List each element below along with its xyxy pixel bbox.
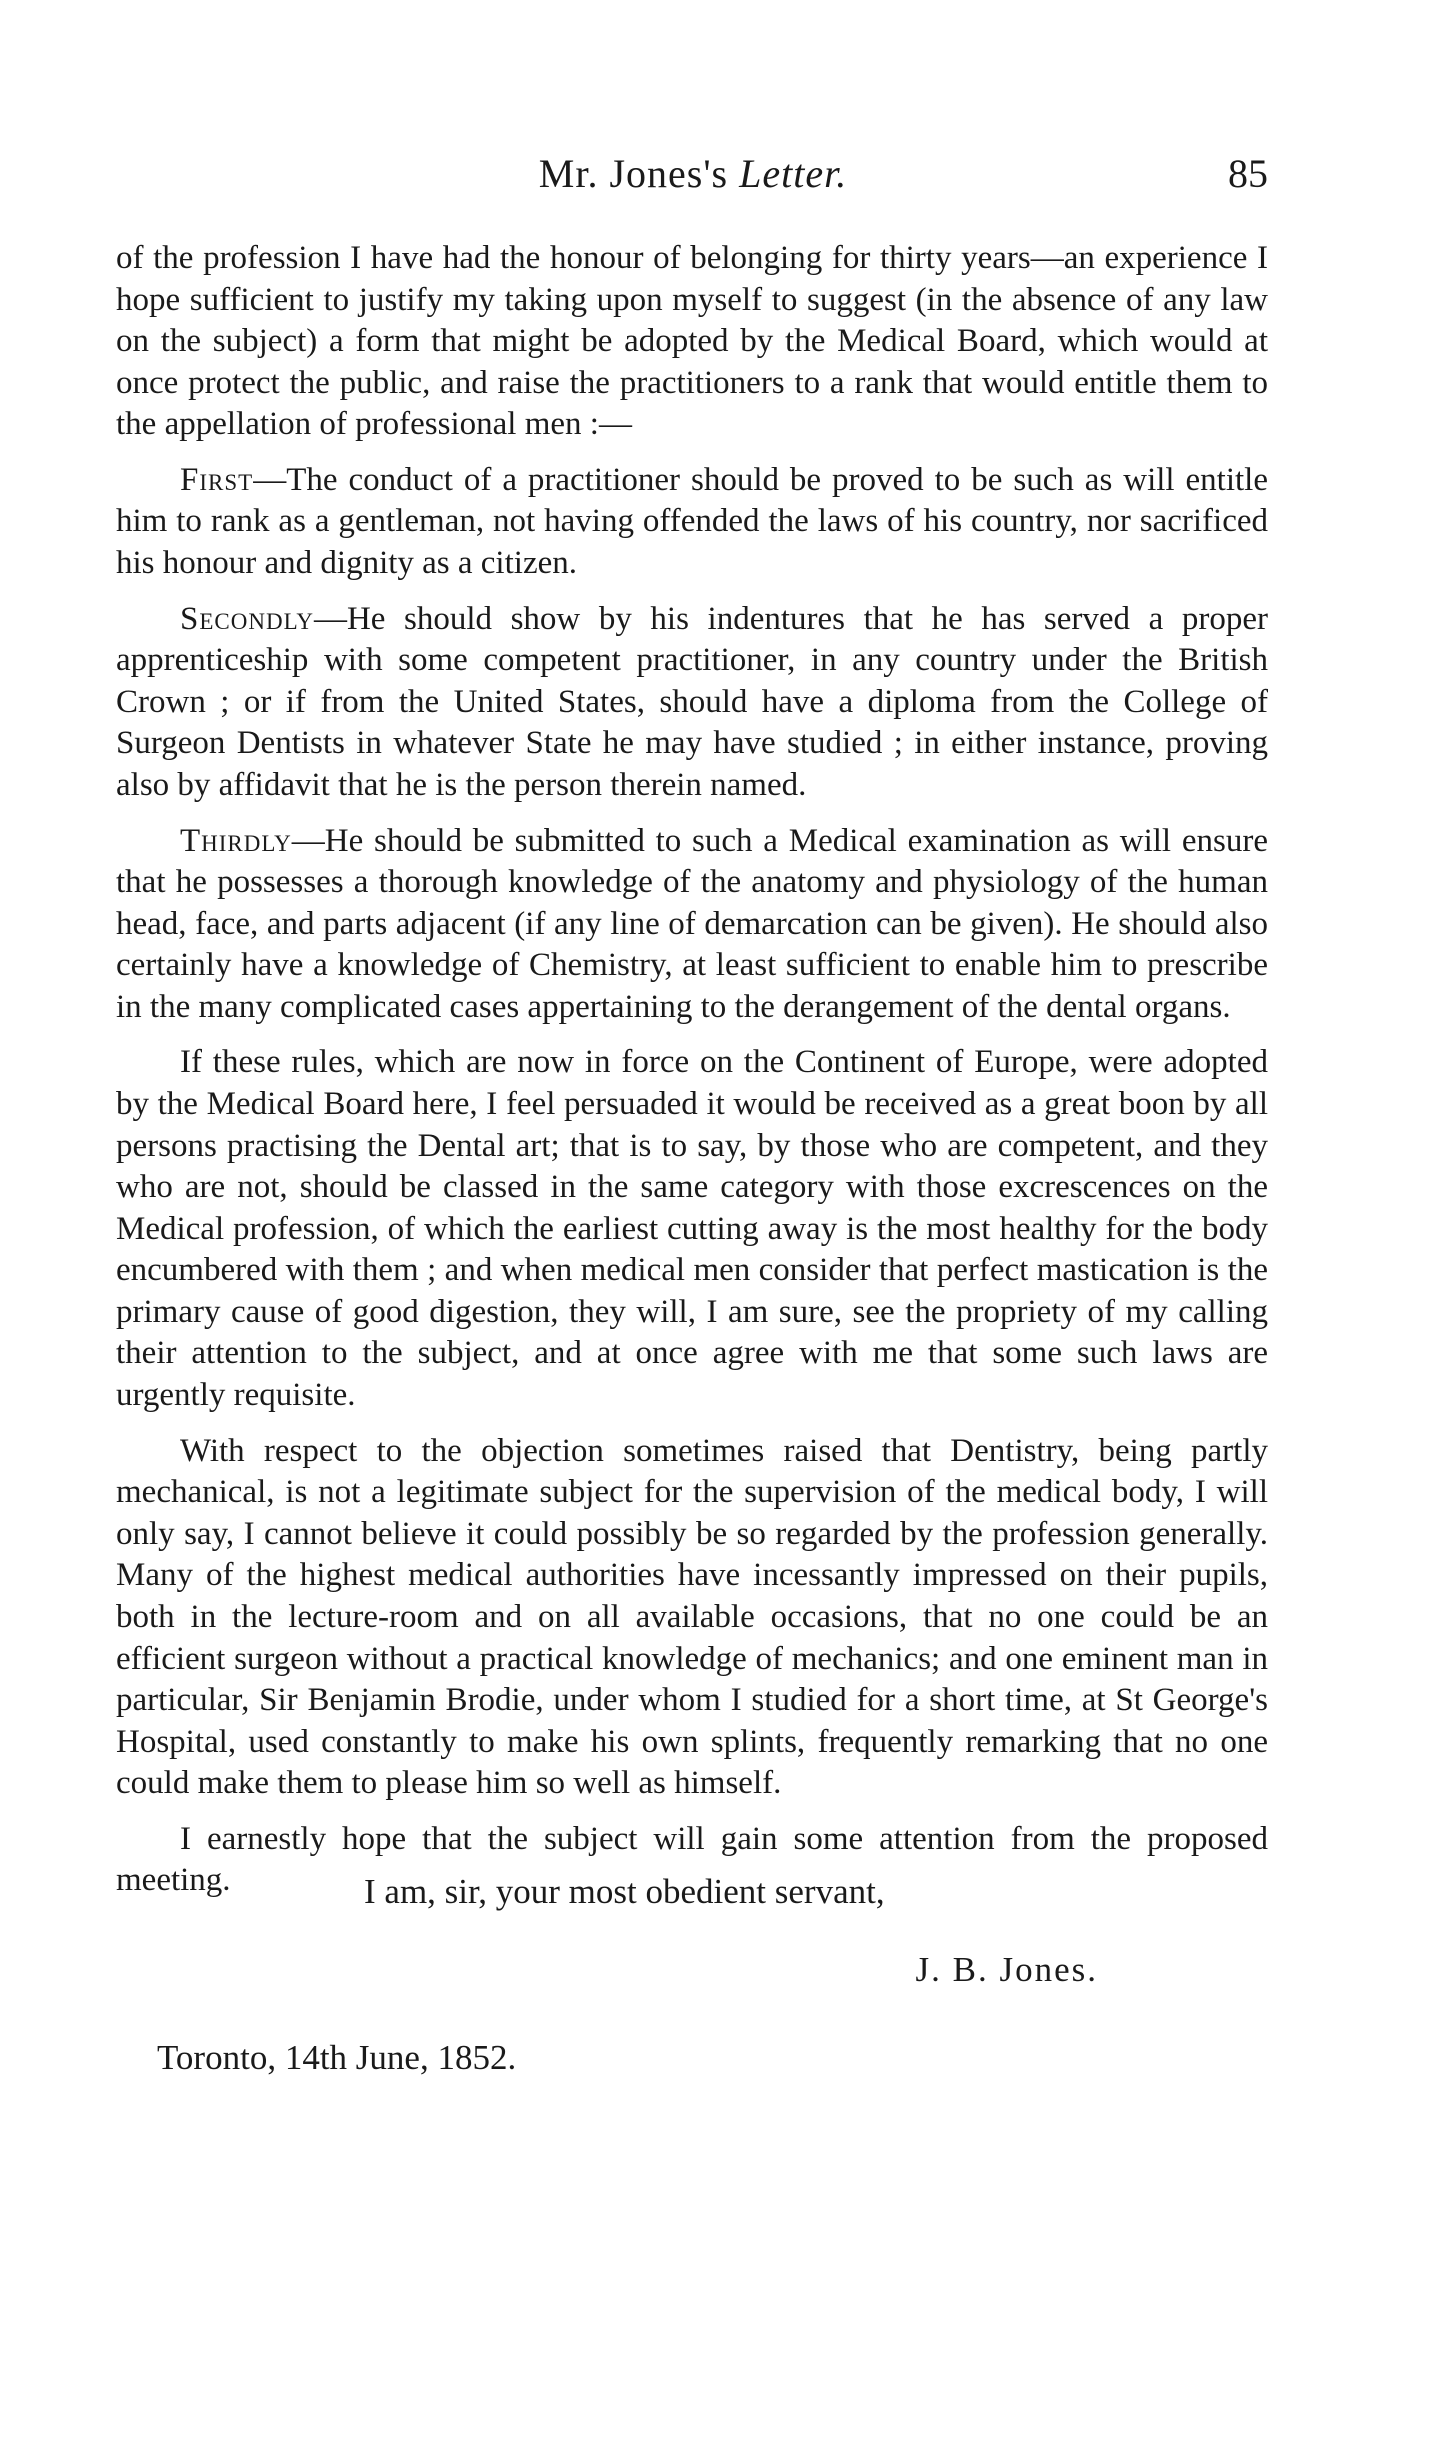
page-header <box>118 150 1268 210</box>
paragraph-first-text: —The conduct of a practitioner should be proved to be such as will entitle him to rank as a gentleman, not having offended the laws of his country, nor sacrificed his honour and dignity as a citizen. <box>116 461 1268 582</box>
paragraph-objection: With respect to the objection sometimes raised that Dentistry, being partly mechanical, is not a legitimate subject for the supervision of the medical body, I will only say, I cannot believe it could possibly be so regarded by the profession generally. Many of the highest medical authorities have incessantly impressed on their pupils, both in the lecture-room and on all available occasions, that no one could be an efficient surgeon without a practical knowledge of mechanics; and one eminent man in particular, Sir Benjamin Brodie, under whom I studied for a short time, at St George's Hospital, used constantly to make his own splints, frequently remarking that no one could make them to please him so well as himself. <box>116 1432 1268 1802</box>
paragraph-lead-thirdly: Thirdly <box>180 822 292 859</box>
dateline: Toronto, 14th June, 1852. <box>157 2038 517 2077</box>
running-head-prefix: Mr. Jones's <box>538 151 740 196</box>
page-number: 85 <box>1228 151 1268 196</box>
paragraph-thirdly <box>116 821 1268 1029</box>
paragraph-secondly <box>116 599 1268 807</box>
running-head-italic: Letter. <box>739 151 848 196</box>
paragraph-first <box>116 460 1268 585</box>
paragraph-lead-first: First <box>180 461 254 498</box>
paragraph-lead-secondly: Secondly <box>180 600 314 637</box>
letter-body <box>116 238 1268 1916</box>
paragraph-thirdly-text: —He should be submitted to such a Medical examination as will ensure that he possesses a thorough knowledge of the anatomy and physiology of the human head, face, and parts adjacent (if any line of demarcation can be given). He should also certainly have a knowledge of Chemistry, at least sufficient to enable him to prescribe in the many complicated cases appertaining to the derangement of the dental organs. <box>116 822 1268 1025</box>
signature: J. B. Jones. <box>915 1950 1098 1989</box>
running-head <box>118 150 1268 197</box>
paragraph-rules: If these rules, which are now in force on the Continent of Europe, were adopted by the Medical Board here, I feel persuaded it would be received as a great boon by all persons practising the Dental art; that is to say, by those who are competent, and they who are not, should be classed in the same category with those excrescences on the Medical profession, of which the earliest cutting away is the most healthy for the body encumbered with them ; and when medical men consider that perfect mastication is the primary cause of good digestion, they will, I am sure, see the propriety of my calling their attention to the subject, and at once agree with me that some such laws are urgently requisite. <box>116 1044 1268 1414</box>
closing-salutation: I am, sir, your most obedient servant, <box>364 1872 885 1911</box>
paragraph-secondly-text: —He should show by his indentures that he has served a proper apprenticeship with some competent practitioner, in any country under the British Crown ; or if from the United States, should have a diploma from the College of Surgeon Dentists in whatever State he may have studied ; in either instance, proving also by affidavit that he is the person therein named. <box>116 600 1268 803</box>
paragraph-hope: I earnestly hope that the subject will gain some attention from the proposed meeting. <box>116 1820 1268 1899</box>
paragraph-continuation: of the profession I have had the honour of belonging for thirty years—an experience I hope sufficient to justify my taking upon myself to suggest (in the absence of any law on the subject) a form that might be adopted by the Medical Board, which would at once protect the public, and raise the practitioners to a rank that would entitle them to the appellation of professional men :— <box>116 240 1268 443</box>
